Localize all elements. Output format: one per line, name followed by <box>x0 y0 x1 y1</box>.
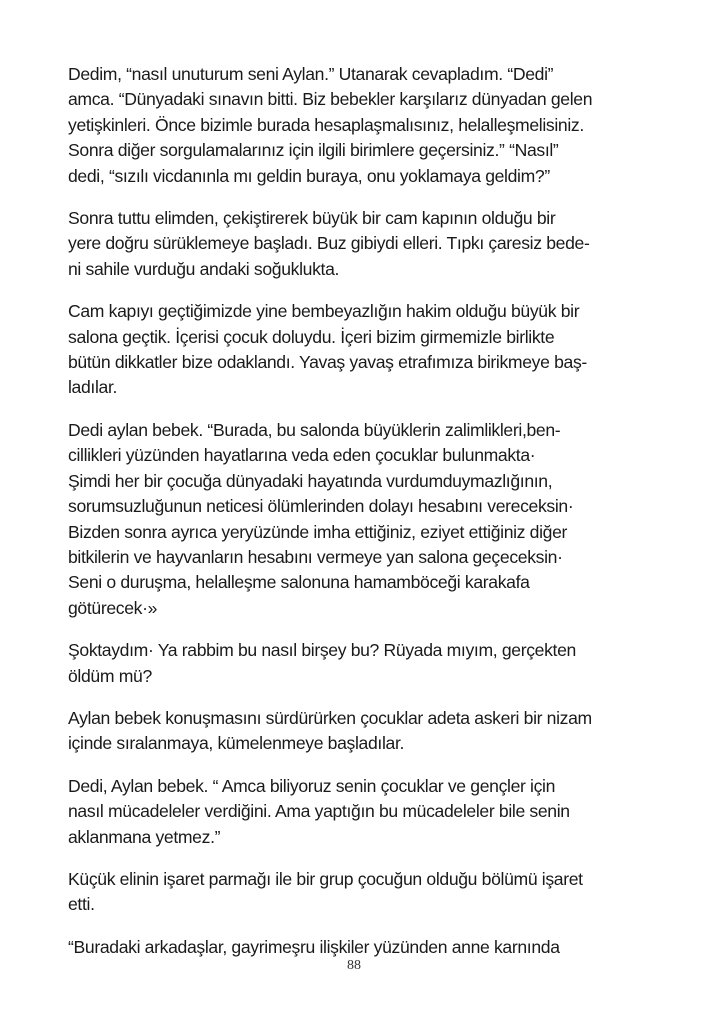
text-line: dedi, “sızılı vicdanınla mı geldin buraya, onu yoklamaya geldim?” <box>68 165 550 186</box>
text-line: aklanmana yetmez.” <box>68 826 221 847</box>
text-line: Küçük elinin işaret parmağı ile bir grup çocuğun olduğu bölümü işaret <box>68 868 583 889</box>
page-number: 88 <box>347 958 361 973</box>
text-line: Dedi, Aylan bebek. “ Amca biliyoruz senin çocuklar ve gençler için <box>68 775 556 796</box>
text-line: sorumsuzluğunun neticesi ölümlerinden dolayı hesabını vereceksin· <box>68 496 574 517</box>
text-line: götürecek·» <box>68 597 158 618</box>
text-line: cillikleri yüzünden hayatlarına veda eden çocuklar bulunmakta· <box>68 445 536 466</box>
paragraph <box>68 774 668 850</box>
text-line: ni sahile vurduğu andaki soğuklukta. <box>68 258 340 279</box>
text-line: bütün dikkatler bize odaklandı. Yavaş yavaş etrafımıza birikmeye baş- <box>68 352 587 373</box>
text-line: öldüm mü? <box>68 665 152 686</box>
text-line: Aylan bebek konuşmasını sürdürürken çocuklar adeta askeri bir nizam <box>68 707 592 728</box>
text-line: nasıl mücadeleler verdiğini. Ama yaptığın bu mücadeleler bile senin <box>68 801 570 822</box>
text-line: ladılar. <box>68 377 118 398</box>
text-line: Sonra tuttu elimden, çekiştirerek büyük bir cam kapının olduğu bir <box>68 208 556 229</box>
text-line: yetişkinleri. Önce bizimle burada hesaplaşmalısınız, helalleşmelisiniz. <box>68 114 584 135</box>
text-line: Bizden sonra ayrıca yeryüzünde imha ettiğiniz, eziyet ettiğiniz diğer <box>68 521 568 542</box>
text-line: Şimdi her bir çocuğa dünyadaki hayatında vurdumduymazlığının, <box>68 470 553 491</box>
paragraph <box>68 935 668 960</box>
text-line: Dedi aylan bebek. “Burada, bu salonda büyüklerin zalimlikleri,ben- <box>68 419 561 440</box>
paragraph <box>68 418 668 621</box>
text-line: salona geçtik. İçerisi çocuk doluydu. İçeri bizim girmemizle birlikte <box>68 326 555 347</box>
text-line: yere doğru sürüklemeye başladı. Buz gibiydi elleri. Tıpkı çaresiz bede- <box>68 233 590 254</box>
paragraph <box>68 62 668 189</box>
body-text <box>68 62 668 977</box>
paragraph <box>68 867 668 918</box>
text-line: bitkilerin ve hayvanların hesabını vermeye yan salona geçeceksin· <box>68 546 563 567</box>
text-line: içinde sıralanmaya, kümelenmeye başladılar. <box>68 733 405 754</box>
text-line: “Buradaki arkadaşlar, gayrimeşru ilişkiler yüzünden anne karnında <box>68 936 560 957</box>
text-line: etti. <box>68 894 95 915</box>
paragraph <box>68 206 668 282</box>
text-line: Şoktaydım· Ya rabbim bu nasıl birşey bu? Rüyada mıyım, gerçekten <box>68 640 576 661</box>
text-line: Seni o duruşma, helalleşme salonuna hamamböceği karakafa <box>68 572 530 593</box>
paragraph <box>68 299 668 401</box>
text-line: Dedim, “nasıl unuturum seni Aylan.” Utanarak cevapladım. “Dedi” <box>68 64 554 84</box>
text-line: Cam kapıyı geçtiğimizde yine bembeyazlığın hakim olduğu büyük bir <box>68 301 580 322</box>
paragraph <box>68 638 668 689</box>
text-line: amca. “Dünyadaki sınavın bitti. Biz bebekler karşılarız dünyadan gelen <box>68 89 593 110</box>
text-line: Sonra diğer sorgulamalarınız için ilgili birimlere geçersiniz.” “Nasıl” <box>68 140 559 161</box>
paragraph <box>68 706 668 757</box>
